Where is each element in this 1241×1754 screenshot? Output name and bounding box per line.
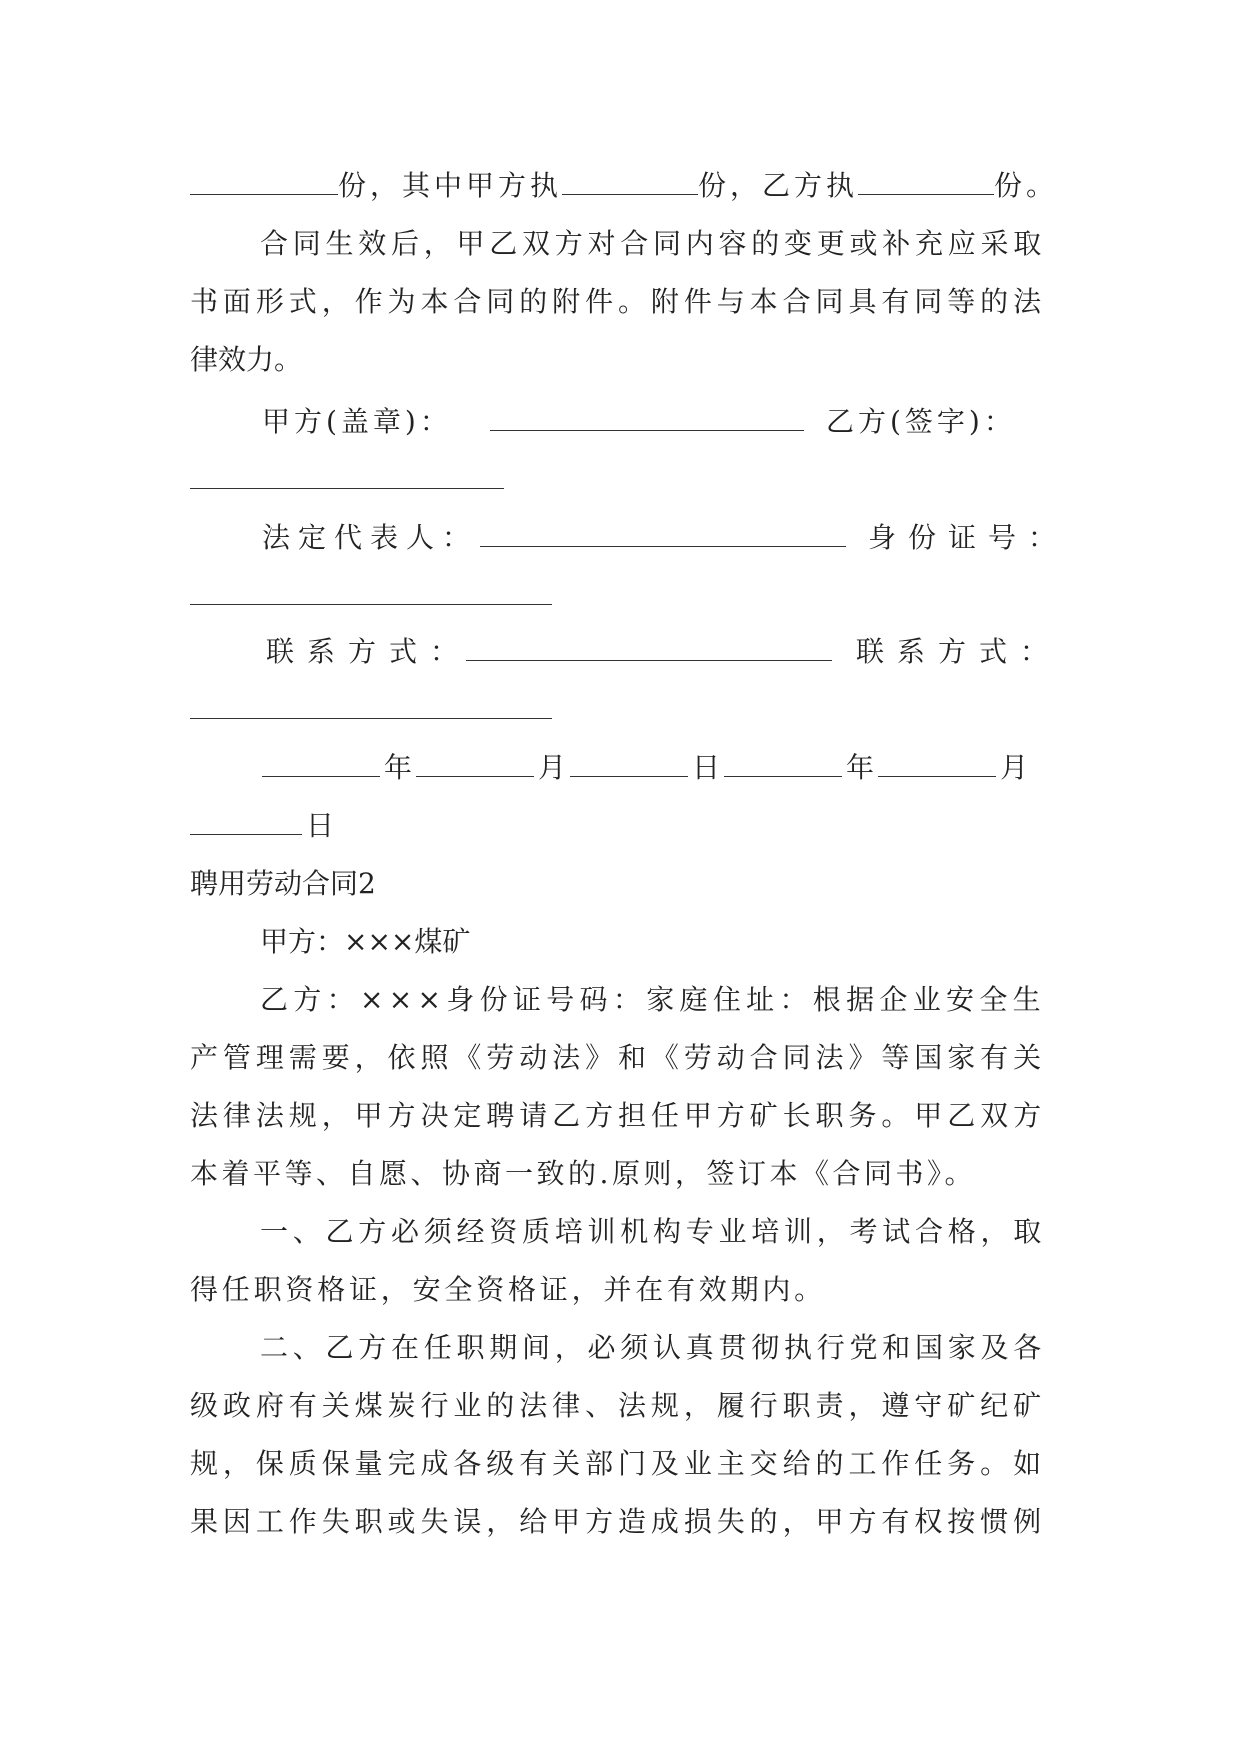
para-change-line2: 书面形式，作为本合同的附件。附件与本合同具有同等的法 xyxy=(190,285,1046,318)
date-a-month-label: 月 xyxy=(538,751,567,784)
date-b-year-blank xyxy=(724,750,842,777)
date-a-day-blank xyxy=(570,750,688,777)
contract2-party-a: 甲方：×××煤矿 xyxy=(260,925,471,958)
legal-rep-label: 法定代表人： xyxy=(262,521,479,554)
copies-party-b-blank xyxy=(858,168,994,195)
copies-text-2: 份，乙方执 xyxy=(698,169,859,202)
date-b-day-blank xyxy=(190,808,302,835)
copies-party-a-blank xyxy=(562,168,698,195)
contract2-intro-line1: 乙方：×××身份证号码：家庭住址：根据企业安全生 xyxy=(260,983,1046,1016)
clause1-line2: 得任职资格证，安全资格证，并在有效期内。 xyxy=(190,1273,826,1306)
contract2-intro-line2: 产管理需要，依照《劳动法》和《劳动合同法》等国家有关 xyxy=(190,1041,1046,1074)
copies-total-blank xyxy=(190,168,338,195)
contract2-intro-line4: 本着平等、自愿、协商一致的.原则，签订本《合同书》。 xyxy=(190,1157,976,1190)
para-change-line3: 律效力。 xyxy=(190,343,303,376)
copies-text-1: 份，其中甲方执 xyxy=(338,169,563,202)
party-a-seal-blank xyxy=(490,430,804,431)
contract2-intro-line3: 法律法规，甲方决定聘请乙方担任甲方矿长职务。甲乙双方 xyxy=(190,1099,1046,1132)
date-b-month-blank xyxy=(878,750,996,777)
date-b-year-label: 年 xyxy=(846,751,875,784)
contact-a-label: 联系方式： xyxy=(266,635,472,668)
date-a-year-blank xyxy=(262,750,380,777)
contract2-title: 聘用劳动合同2 xyxy=(190,867,376,900)
party-b-sign-blank xyxy=(190,488,504,489)
date-a-day-label: 日 xyxy=(692,751,721,784)
party-b-sign-label: 乙方(签字)： xyxy=(826,405,1016,438)
clause2-line2: 级政府有关煤炭行业的法律、法规，履行职责，遵守矿纪矿 xyxy=(190,1389,1046,1422)
para-change-line1: 合同生效后，甲乙双方对合同内容的变更或补充应采取 xyxy=(260,227,1046,260)
legal-rep-blank xyxy=(480,546,846,547)
copies-text-3: 份。 xyxy=(994,169,1059,202)
id-number-label: 身份证号： xyxy=(868,521,1069,554)
date-a-month-blank xyxy=(416,750,534,777)
clause2-line3: 规，保质保量完成各级有关部门及业主交给的工作任务。如 xyxy=(190,1447,1046,1480)
contact-b-blank xyxy=(190,718,552,719)
party-a-seal-label: 甲方(盖章)： xyxy=(262,405,452,438)
date-line xyxy=(262,748,1032,788)
id-number-blank xyxy=(190,604,552,605)
date-b-day-label: 日 xyxy=(306,809,335,842)
clause1-line1: 一、乙方必须经资质培训机构专业培训，考试合格，取 xyxy=(260,1215,1046,1248)
copies-line xyxy=(190,166,1058,206)
date-b-month-label: 月 xyxy=(1000,751,1029,784)
clause2-line1: 二、乙方在任职期间，必须认真贯彻执行党和国家及各 xyxy=(260,1331,1046,1364)
clause2-line4: 果因工作失职或失误，给甲方造成损失的，甲方有权按惯例 xyxy=(190,1505,1046,1538)
contact-b-label: 联系方式： xyxy=(856,635,1062,668)
contact-a-blank xyxy=(466,660,832,661)
date-b-day-line xyxy=(190,806,334,846)
date-a-year-label: 年 xyxy=(384,751,413,784)
